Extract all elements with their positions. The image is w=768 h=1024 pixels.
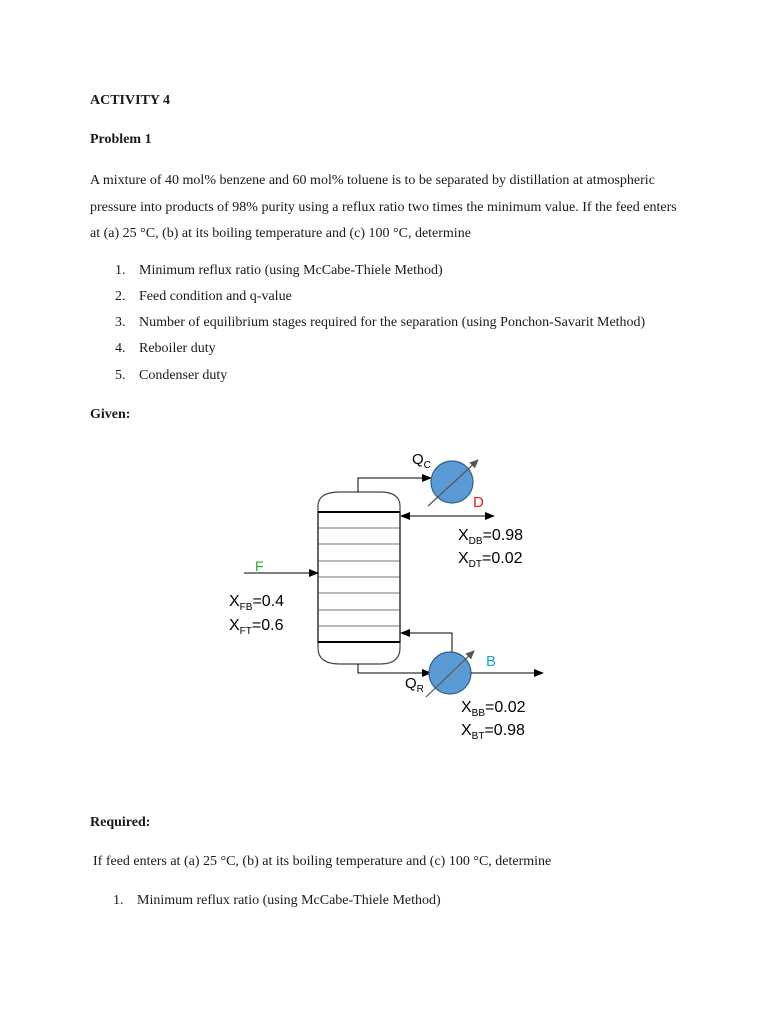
task-item-3: 3. Number of equilibrium stages required for the separation (using Ponchon-Savarit Method) <box>115 315 646 330</box>
overhead-vapor-line <box>358 478 431 492</box>
feed-label: F <box>255 558 264 574</box>
activity-heading: ACTIVITY 4 <box>90 93 170 108</box>
xdt-label: $X_{DT}=0.02$ <box>458 550 523 570</box>
bottoms-draw-line <box>358 664 431 673</box>
problem-title: Problem 1 <box>90 132 152 147</box>
distillate-label: D <box>473 494 484 511</box>
xbb-label: $X_{BB}=0.02$ <box>461 699 526 719</box>
required-label: Required: <box>90 815 151 830</box>
distillation-column <box>318 492 400 664</box>
reboiler-return-line <box>401 633 452 652</box>
problem-paragraph: A mixture of 40 mol% benzene and 60 mol% toluene is to be separated by distillation at atmospheric pressure into products of 98% purity using a reflux ratio two times the minimum value. If the feed enters at (a) 25 °C, (b) at its boiling temperature and (c) 100 °C, determine <box>90 173 677 241</box>
xfb-label: $X_{FB}=0.4$ <box>229 593 285 613</box>
required-task-item-1: 1. Minimum reflux ratio (using McCabe-Thiele Method) <box>113 893 441 908</box>
given-label: Given: <box>90 407 131 422</box>
reboiler-duty-label: $Q_R$ <box>405 675 424 695</box>
task-item-1: 1. Minimum reflux ratio (using McCabe-Thiele Method) <box>115 263 443 278</box>
xbt-label: $X_{BT}=0.98$ <box>461 722 525 742</box>
condenser-duty-label: $Q_C$ <box>412 451 431 471</box>
reboiler <box>426 651 474 697</box>
task-item-2: 2. Feed condition and q-value <box>115 289 292 304</box>
xft-label: $X_{FT}=0.6$ <box>229 617 284 637</box>
required-paragraph: If feed enters at (a) 25 °C, (b) at its boiling temperature and (c) 100 °C, determine <box>93 854 552 869</box>
xdb-label: $X_{DB}=0.98$ <box>458 527 524 547</box>
bottoms-label: B <box>486 653 497 670</box>
task-item-4: 4. Reboiler duty <box>115 341 216 356</box>
condenser <box>428 460 478 506</box>
task-item-5: 5. Condenser duty <box>115 368 228 383</box>
